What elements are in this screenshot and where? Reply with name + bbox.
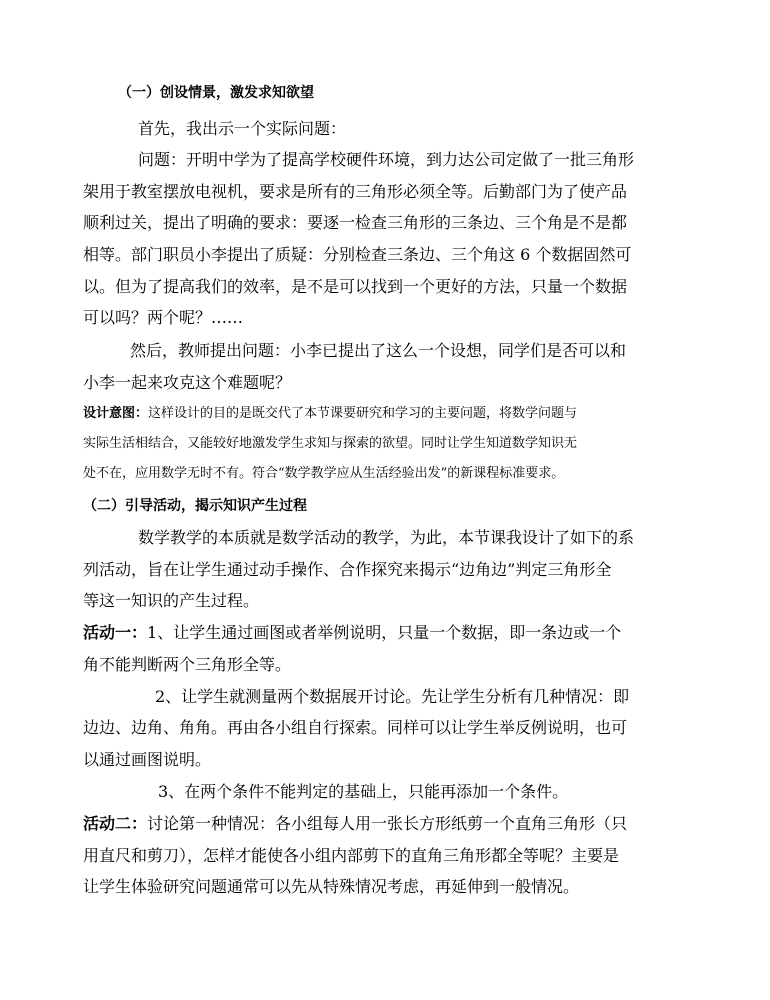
activity1-item2-line: 边边、边角、角角。再由各小组自行探索。同样可以让学生举反例说明，也可 xyxy=(83,718,628,737)
activity2-line: 让学生体验研究问题通常可以先从特殊情况考虑，再延伸到一般情况。 xyxy=(83,877,580,896)
section2-intro-line: 列活动，旨在让学生通过动手操作、合作探究来揭示“边角边”判定三角形全 xyxy=(83,560,612,579)
problem-line: 可以吗？两个呢？…… xyxy=(83,308,244,327)
then-line: 然后，教师提出问题：小李已提出了这么一个设想，同学们是否可以和 xyxy=(130,341,627,360)
activity1-line: 1、让学生通过画图或者举例说明，只量一个数据，即一条边或一个 xyxy=(147,623,622,642)
section1-intro: 首先，我出示一个实际问题： xyxy=(138,119,347,138)
design-label: 设计意图： xyxy=(83,406,149,421)
activity2-line: 用直尺和剪刀），怎样才能使各小组内部剪下的直角三角形都全等呢？主要是 xyxy=(83,846,620,865)
design-line: 这样设计的目的是既交代了本节课要研究和学习的主要问题，将数学问题与 xyxy=(148,406,578,421)
problem-line: 以。但为了提高我们的效率，是不是可以找到一个更好的方法，只量一个数据 xyxy=(83,277,628,296)
problem-line: 问题：开明中学为了提高学校硬件环境，到力达公司定做了一批三角形 xyxy=(138,150,635,169)
then-line: 小李一起来攻克这个难题呢？ xyxy=(83,373,292,392)
section2-intro-line: 数学教学的本质就是数学活动的教学，为此，本节课我设计了如下的系 xyxy=(138,528,635,547)
design-line: 处不在，应用数学无时不有。符合“数学教学应从生活经验出发”的新课程标准要求。 xyxy=(83,466,565,481)
section2-heading: （二）引导活动，揭示知识产生过程 xyxy=(83,498,307,514)
activity2-first-line xyxy=(83,814,627,834)
design-line: 实际生活相结合，又能较好地激发学生求知与探索的欲望。同时让学生知道数学知识无 xyxy=(83,436,578,451)
activity1-line: 角不能判断两个三角形全等。 xyxy=(83,655,292,674)
activity1-first-line xyxy=(83,623,621,643)
problem-line: 相等。部门职员小李提出了质疑：分别检查三条边、三个角这 6 个数据固然可 xyxy=(83,245,632,264)
problem-line: 架用于教室摆放电视机，要求是所有的三角形必须全等。后勤部门为了使产品 xyxy=(83,182,628,201)
section2-intro-line: 等这一知识的产生过程。 xyxy=(83,591,260,610)
activity2-label: 活动二： xyxy=(83,814,148,833)
activity1-item3: 3、在两个条件不能判定的基础上，只能再添加一个条件。 xyxy=(158,782,569,801)
activity1-label: 活动一： xyxy=(83,623,148,642)
activity2-line: 讨论第一种情况：各小组每人用一张长方形纸剪一个直角三角形（只 xyxy=(147,814,628,833)
section1-heading: （一）创设情景，激发求知欲望 xyxy=(118,85,314,101)
activity1-item2-line: 2、让学生就测量两个数据展开讨论。先让学生分析有几种情况：即 xyxy=(155,687,630,706)
activity1-item2-line: 以通过画图说明。 xyxy=(83,750,212,769)
problem-line: 顺利过关，提出了明确的要求：要逐一检查三角形的三条边、三个角是不是都 xyxy=(83,213,628,232)
design-intent xyxy=(83,405,577,423)
